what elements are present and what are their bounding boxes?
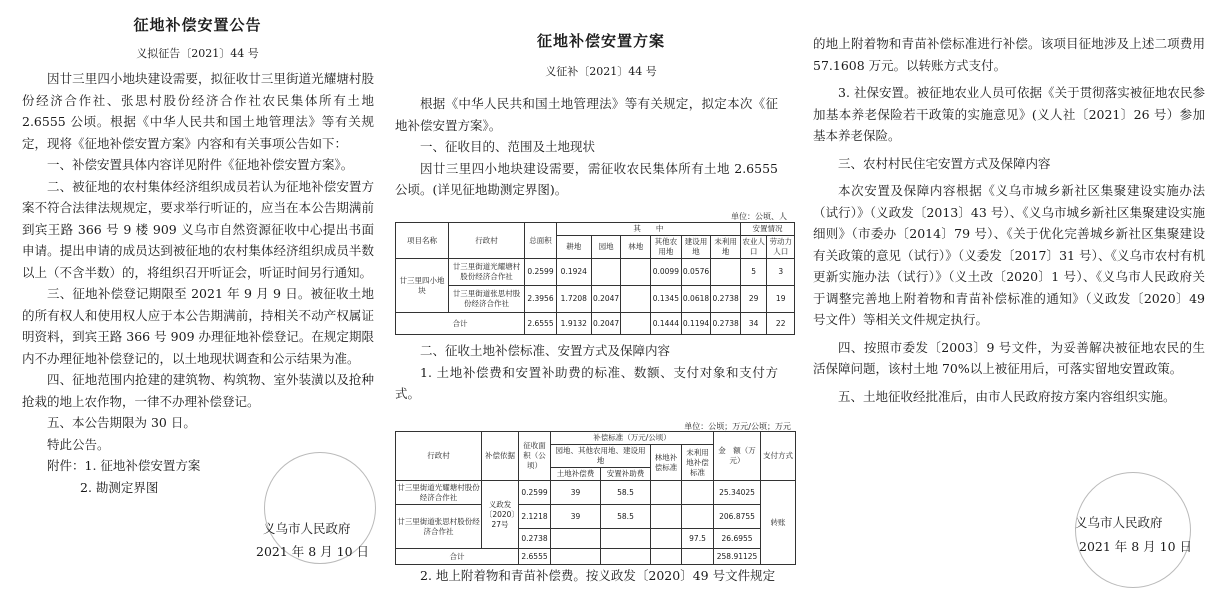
table-cell — [551, 529, 601, 549]
header-cell: 土地补偿费 — [551, 468, 601, 481]
table-cell: 1.9132 — [556, 313, 591, 335]
announcement-signature: 义乌市人民政府 — [263, 521, 351, 536]
attachments-line: 附件：1. 征地补偿安置方案 — [47, 458, 201, 473]
header-cell: 总面积 — [525, 223, 557, 259]
plan-paragraph: 四、按照市委发〔2003〕9 号文件，为妥善解决被征地农民的生活保障问题，该村土地 70%以上被征用后，可落实留地安置政策。 — [813, 339, 1205, 376]
table-cell — [651, 549, 682, 565]
table-cell: 2.3956 — [525, 286, 557, 313]
table-cell — [682, 549, 714, 565]
table-cell: 19 — [767, 286, 795, 313]
header-cell: 园地 — [591, 236, 621, 259]
header-cell: 园地、其他农用地、建设用地 — [551, 445, 651, 468]
plan-page — [395, 0, 807, 611]
table-cell — [621, 286, 651, 313]
table-cell — [651, 505, 682, 529]
table-cell — [621, 313, 651, 335]
table-cell: 0.0576 — [681, 259, 711, 286]
land-status-table — [395, 222, 795, 335]
table-total-row — [396, 549, 796, 565]
table-cell: 0.2599 — [519, 481, 551, 505]
table-cell: 206.8755 — [714, 505, 761, 529]
announcement-paragraph: 三、征地补偿登记期限至 2021 年 9 月 9 日。被征收土地的所有权人和使用权人应于本公告期满前，持相关不动产权属证明资料，到宾王路 366 号 909 办理征地补偿登记。在规定期限内不办理征地补偿登记的，以土地现状调查和公示结果为准。 — [22, 286, 374, 366]
plan-section2 — [395, 340, 778, 405]
announcement-paragraph: 因廿三里四小地块建设需要，拟征收廿三里街道光耀塘村股份经济合作社、张思村股份经济合作社农民集体所有土地 2.6555 公顷。根据《中华人民共和国土地管理法》等有关规定，现将《征地补偿安置方案》内容和有关事项公告如下： — [22, 71, 374, 151]
table1-unit: 单位：公顷、人 — [731, 212, 787, 221]
plan-title: 征地补偿安置方案 — [536, 32, 665, 50]
header-cell: 耕地 — [556, 236, 591, 259]
announcement-doc-number: 义拟征告〔2021〕44 号 — [136, 47, 259, 60]
table-row — [396, 286, 795, 313]
table-cell: 2.1218 — [519, 505, 551, 529]
header-cell: 征收面积（公顷） — [519, 432, 551, 481]
table-cell: 0.2738 — [711, 313, 741, 335]
table-cell: 0.0618 — [681, 286, 711, 313]
header-cell: 劳动力人口 — [767, 236, 795, 259]
section-heading: 三、农村村民住宅安置方式及保障内容 — [838, 155, 1051, 171]
attachment-2: 2. 勘测定界图 — [80, 479, 159, 495]
table-cell: 0.2047 — [591, 286, 621, 313]
table-cell: 58.5 — [601, 505, 651, 529]
announcement-title: 征地补偿安置公告 — [133, 16, 262, 34]
table-cell: 廿三里街道光耀塘村股份经济合作社 — [396, 481, 482, 505]
table-cell — [591, 259, 621, 286]
basis-cell: 义政发〔2020〕27号 — [482, 481, 519, 549]
header-cell: 农业人口 — [740, 236, 766, 259]
section2-item2: 2. 地上附着物和青苗补偿费。按义政发〔2020〕49 号文件规定 — [420, 568, 776, 583]
compensation-table — [395, 431, 796, 565]
table-cell — [682, 505, 714, 529]
plan-paragraph: 五、土地征收经批准后，由市人民政府按方案内容组织实施。 — [838, 388, 1176, 404]
header-cell: 行政村 — [396, 432, 482, 481]
announcement-body — [22, 68, 374, 498]
table-cell: 5 — [740, 259, 766, 286]
project-name-cell: 廿三里四小地块 — [396, 259, 449, 313]
table-cell: 58.5 — [601, 481, 651, 505]
table-cell — [621, 259, 651, 286]
table-cell: 廿三里街道张思村股份经济合作社 — [448, 286, 524, 313]
announcement-date: 2021 年 8 月 10 日 — [256, 544, 370, 559]
table-cell: 97.5 — [682, 529, 714, 549]
plan-intro: 根据《中华人民共和国土地管理法》等有关规定，拟定本次《征地补偿安置方案》。 — [395, 96, 778, 133]
header-cell: 项目名称 — [396, 223, 449, 259]
announcement-paragraph: 一、补偿安置具体内容详见附件《征地补偿安置方案》。 — [47, 157, 354, 172]
plan-section2-item2 — [395, 565, 778, 587]
table-cell — [682, 481, 714, 505]
table-row — [396, 259, 795, 286]
table-cell: 29 — [740, 286, 766, 313]
table-cell: 0.1345 — [651, 286, 682, 313]
plan-continued-body — [813, 33, 1205, 407]
table-cell: 廿三里街道张思村股份经济合作社 — [396, 505, 482, 549]
section-heading: 一、征收目的、范围及土地现状 — [420, 139, 596, 154]
header-cell: 其 中 — [556, 223, 740, 236]
table-cell — [651, 481, 682, 505]
plan-paragraph: 的地上附着物和青苗补偿标准进行补偿。该项目征地涉及上述二项费用 57.1608 万元。以转账方式支付。 — [813, 36, 1205, 73]
table-cell: 258.91125 — [714, 549, 761, 565]
header-cell: 金 额（万元） — [714, 432, 761, 481]
section2-item1: 1. 土地补偿费和安置补助费的标准、数额、支付对象和支付方式。 — [395, 364, 778, 401]
plan-date: 2021 年 8 月 10 日 — [1079, 539, 1193, 554]
table-cell: 0.1924 — [556, 259, 591, 286]
announcement-paragraph: 五、本公告期限为 30 日。 — [47, 415, 196, 430]
header-cell: 行政村 — [448, 223, 524, 259]
table-cell: 0.2738 — [711, 286, 741, 313]
table-cell — [651, 529, 682, 549]
header-cell: 未利用地 — [711, 236, 741, 259]
plan-paragraph: 3. 社保安置。被征地农业人员可依据《关于贯彻落实被征地农民参加基本养老保险若干政策的实施意见》(义人社〔2021〕26 号）参加基本养老保险。 — [813, 85, 1205, 143]
table-cell: 26.6955 — [714, 529, 761, 549]
header-cell: 补偿标准（万元/公顷） — [551, 432, 714, 445]
plan-doc-number: 义征补〔2021〕44 号 — [545, 65, 657, 78]
table-cell: 0.1444 — [651, 313, 682, 335]
table-cell: 25.34025 — [714, 481, 761, 505]
announcement-page — [0, 0, 395, 611]
table-cell — [601, 529, 651, 549]
table-cell — [551, 549, 601, 565]
section-heading: 二、征收土地补偿标准、安置方式及保障内容 — [420, 343, 671, 358]
table-cell: 1.7208 — [556, 286, 591, 313]
table-cell — [601, 549, 651, 565]
table-cell: 0.2599 — [525, 259, 557, 286]
table-row — [396, 505, 796, 529]
table-cell: 0.1194 — [681, 313, 711, 335]
header-cell: 补偿依据 — [482, 432, 519, 481]
table-cell: 0.2047 — [591, 313, 621, 335]
plan-paragraph: 本次安置及保障内容根据《义乌市城乡新社区集聚建设实施办法（试行）》（义政发〔2013〕43 号）、《义乌市城乡新社区集聚建设实施细则》（市委办〔2014〕79 号）、《关于优化完善城乡新社区集聚建设有关政策的意见（试行）》（义委发〔2017〕31 号）、《义乌市农村有机更新实施办法（试行）》（义土改〔2020〕1 号）、《义乌市人民政府关于调整完善地上附着物和青苗补偿标准的通知》（义政发〔2020〕49 号文件）等相关文件规定执行。 — [813, 183, 1205, 327]
table-cell: 合计 — [396, 313, 525, 335]
table-cell: 39 — [551, 505, 601, 529]
header-cell: 其他农用地 — [651, 236, 682, 259]
header-cell: 未利用地补偿标准 — [682, 445, 714, 481]
plan-signature: 义乌市人民政府 — [1075, 515, 1163, 530]
table-cell: 3 — [767, 259, 795, 286]
plan-section1 — [395, 93, 778, 201]
announcement-paragraph: 二、被征地的农村集体经济组织成员若认为征地补偿安置方案不符合法律法规规定，要求举行听证的，应当在本公告期满前到宾王路 366 号 9 楼 909 义乌市自然资源征收中心提出书面申请。提出申请的成员达到被征地的农村集体经济组织成员半数以上（不含半数）的，将组织召开听证会，听证时间另行通知。 — [22, 178, 374, 280]
header-cell: 林地补偿标准 — [651, 445, 682, 481]
plan-continued-page — [807, 0, 1212, 611]
announcement-paragraph: 特此公告。 — [47, 436, 110, 452]
announcement-paragraph: 四、征地范围内抢建的建筑物、构筑物、室外装潢以及抢种抢栽的地上农作物，一律不办理补偿登记。 — [22, 372, 374, 409]
header-cell: 安置补助费 — [601, 468, 651, 481]
header-cell: 支付方式 — [761, 432, 796, 481]
table-cell: 2.6555 — [519, 549, 551, 565]
table-cell: 廿三里街道光耀塘村股份经济合作社 — [448, 259, 524, 286]
table-cell: 0.0099 — [651, 259, 682, 286]
table-cell: 34 — [740, 313, 766, 335]
header-cell: 安置情况 — [740, 223, 794, 236]
table-total-row — [396, 313, 795, 335]
table-cell — [711, 259, 741, 286]
table-row — [396, 481, 796, 505]
table-cell: 2.6555 — [525, 313, 557, 335]
pay-method-cell: 转账 — [761, 481, 796, 565]
table-cell: 39 — [551, 481, 601, 505]
table-cell: 22 — [767, 313, 795, 335]
section1-text: 因廿三里四小地块建设需要，需征收农民集体所有土地 2.6555 公顷。(详见征地勘测定界图)。 — [395, 160, 778, 197]
header-cell: 建设用地 — [681, 236, 711, 259]
table-cell: 0.2738 — [519, 529, 551, 549]
table2-unit: 单位：公顷；万元/公顷；万元 — [684, 422, 791, 431]
table-cell: 合计 — [396, 549, 519, 565]
header-cell: 林地 — [621, 236, 651, 259]
